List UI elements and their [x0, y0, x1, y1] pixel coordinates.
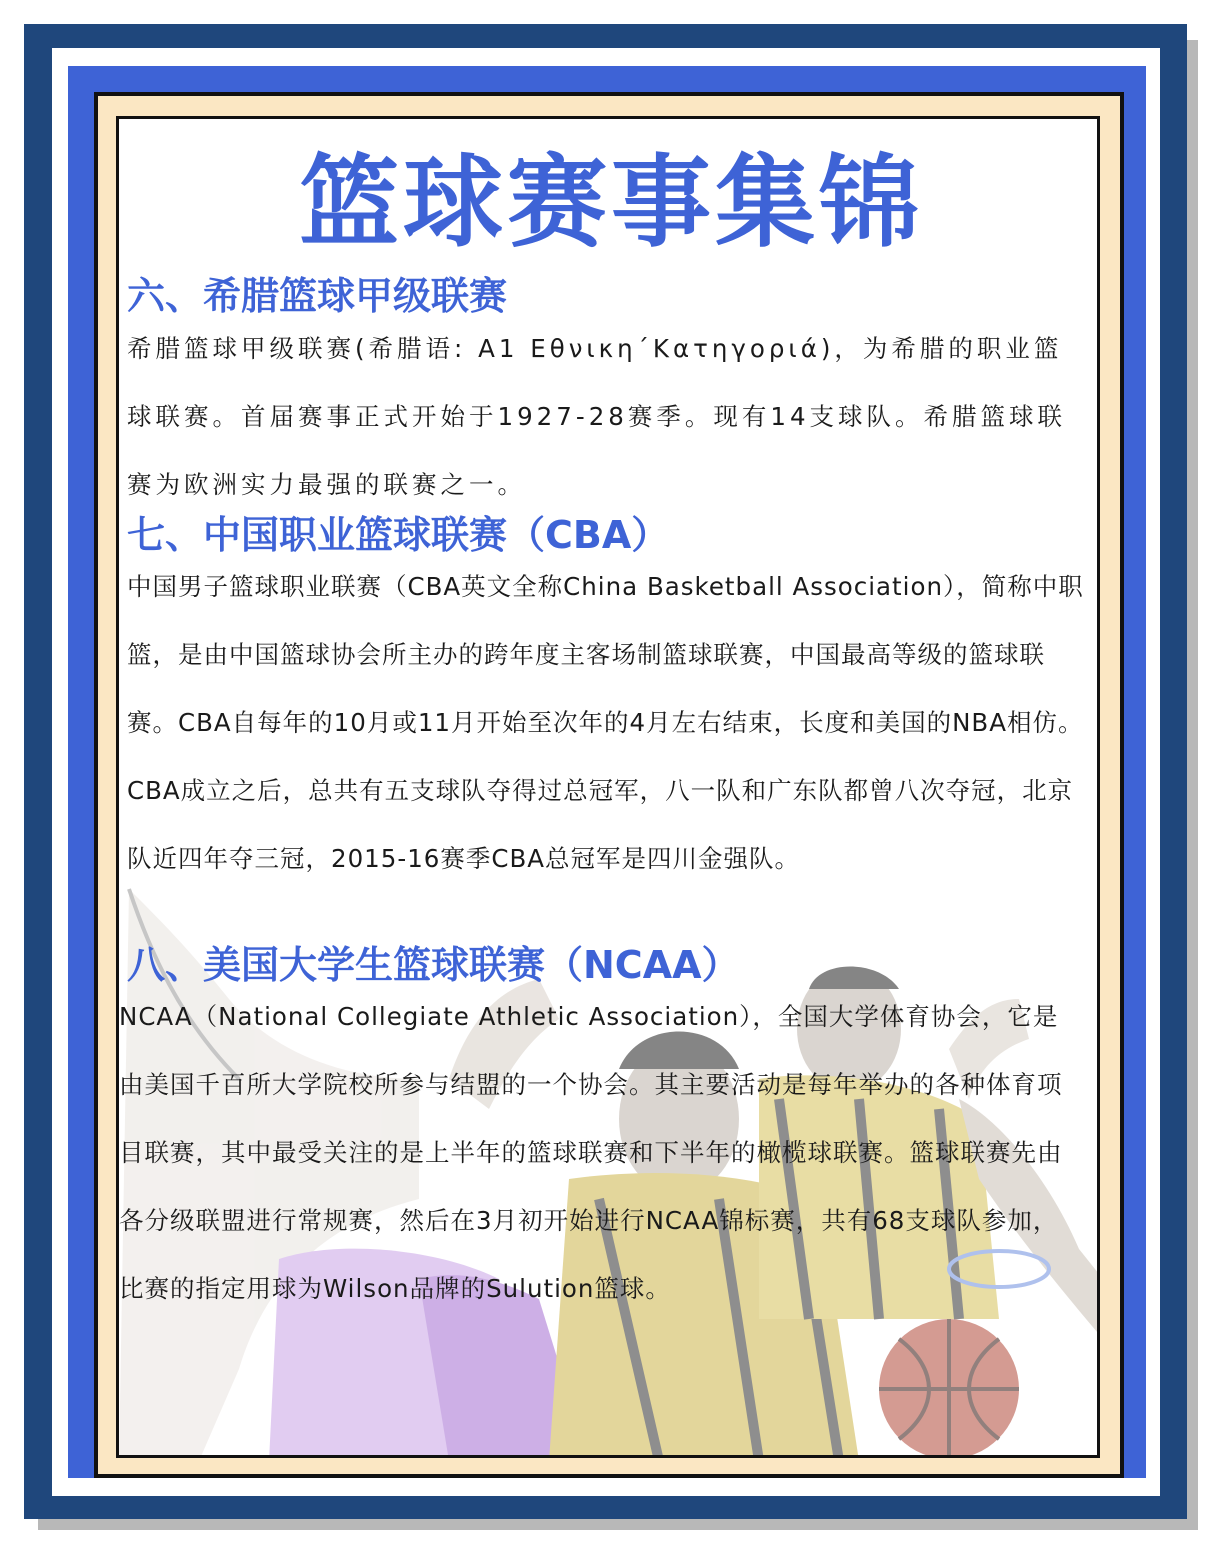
section-heading-greek-league: 六、希腊篮球甲级联赛: [127, 274, 508, 318]
section-heading-ncaa: 八、美国大学生篮球联赛（NCAA）: [127, 943, 740, 987]
poster-content: [116, 116, 1100, 1458]
section-body-ncaa: NCAA（National Collegiate Athletic Association），全国大学体育协会，它是由美国千百所大学院校所参与结盟的一个协会。其主要活动是每年举办的各种体育项目联赛，其中最受关注的是上半年的篮球联赛和下半年的橄榄球联赛。篮球联赛先由各分级联盟进行常规赛，然后在3月初开始进行NCAA锦标赛，共有68支球队参加，比赛的指定用球为Wilson品牌的Sulution篮球。: [119, 1002, 1063, 1303]
section-body-cba: 中国男子篮球职业联赛（CBA英文全称China Basketball Association），简称中职篮，是由中国篮球协会所主办的跨年度主客场制篮球联赛，中国最高等级的篮球联赛。CBA自每年的10月或11月开始至次年的4月左右结束，长度和美国的NBA相仿。CBA成立之后，总共有五支球队夺得过总冠军，八一队和广东队都曾八次夺冠，北京队近四年夺三冠，2015-16赛季CBA总冠军是四川金强队。: [127, 572, 1084, 873]
section-body-greek-league: 希腊篮球甲级联赛(希腊语: A1 Εθνικη΄Κατηγοριά)，为希腊的职业篮球联赛。首届赛事正式开始于1927-28赛季。现有14支球队。希腊篮球联赛为欧洲实力最强的联赛之一。: [127, 334, 1067, 499]
section-heading-cba: 七、中国职业篮球联赛（CBA）: [127, 513, 670, 557]
page-title: 篮球赛事集锦: [299, 144, 923, 261]
